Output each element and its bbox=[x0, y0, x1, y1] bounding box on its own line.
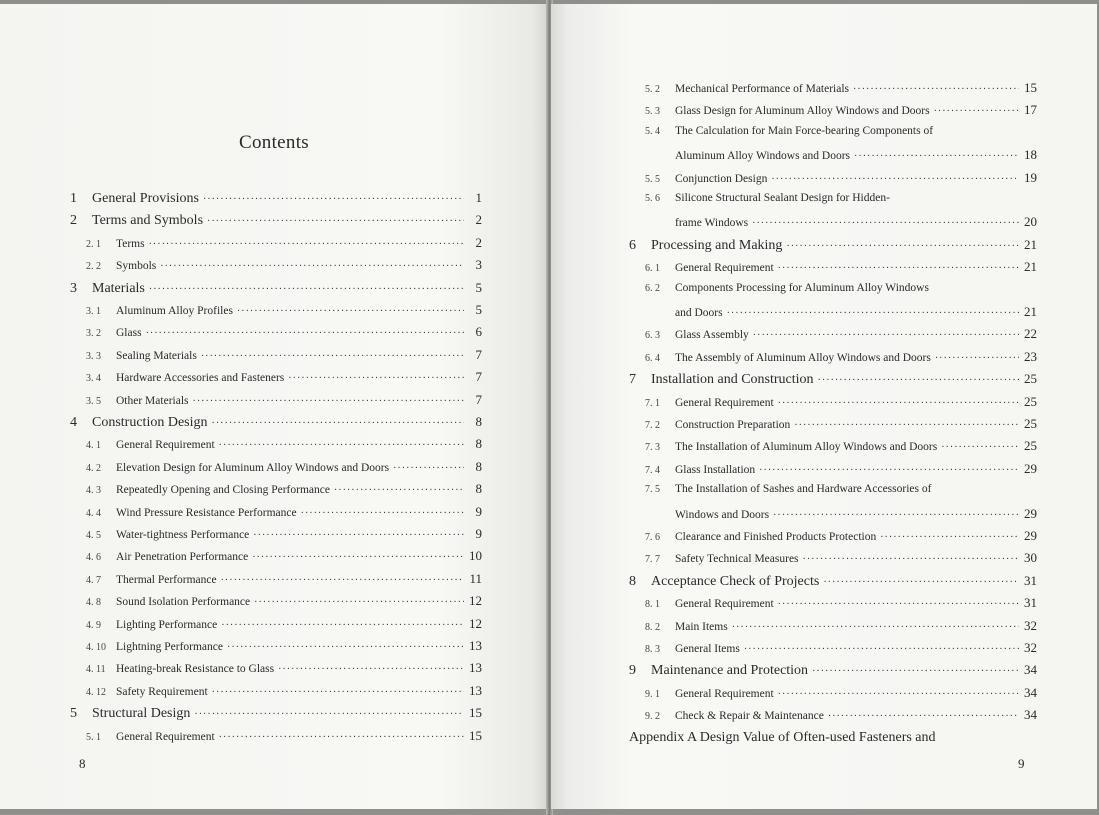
toc-entry-page: 32 bbox=[1024, 617, 1037, 633]
toc-leader-dots bbox=[146, 328, 464, 339]
page-number-left: 8 bbox=[79, 756, 86, 771]
toc-entry-page: 18 bbox=[1024, 147, 1037, 163]
toc-entry-page: 31 bbox=[1024, 595, 1037, 611]
toc-entry-number: 9 bbox=[629, 663, 636, 679]
toc-entry-number: 7. 1 bbox=[645, 397, 660, 409]
toc-entry bbox=[629, 438, 1037, 454]
toc-entry-title: General Requirement bbox=[116, 730, 215, 743]
toc-entry-number: 7. 3 bbox=[645, 442, 660, 454]
toc-entry bbox=[70, 369, 482, 385]
toc-entry-title: Safety Technical Measures bbox=[675, 553, 799, 566]
toc-entry-number: 2. 2 bbox=[86, 261, 101, 273]
toc-entry-title: The Assembly of Aluminum Alloy Windows and Doors bbox=[675, 351, 931, 364]
toc-entry bbox=[70, 212, 482, 229]
right-page bbox=[551, 4, 1097, 809]
toc-entry-title: Water-tightness Performance bbox=[116, 529, 250, 541]
toc-entry-page: 10 bbox=[469, 548, 482, 564]
toc-entry bbox=[70, 504, 482, 520]
toc-entry bbox=[629, 618, 1037, 634]
toc-entry-title: Heating-break Resistance to Glass bbox=[116, 663, 275, 676]
toc-leader-dots bbox=[727, 308, 1019, 319]
toc-entry-page: 25 bbox=[1024, 371, 1037, 387]
toc-entry-page: 32 bbox=[1024, 640, 1037, 655]
toc-leader-dots bbox=[207, 216, 464, 227]
toc-entry-title: frame Windows bbox=[675, 217, 749, 230]
toc-entry bbox=[70, 660, 482, 676]
toc-entry-title: Sealing Materials bbox=[116, 349, 197, 362]
toc-entry-title: General Requirement bbox=[675, 396, 774, 409]
toc-entry-page: 7 bbox=[475, 369, 482, 385]
toc-leader-dots bbox=[254, 597, 464, 608]
toc-entry bbox=[70, 280, 482, 297]
toc-entry bbox=[629, 506, 1037, 522]
toc-entry bbox=[70, 324, 482, 340]
toc-entry-title: Windows and Doors bbox=[675, 508, 770, 521]
toc-entry-number: 7. 5 bbox=[645, 484, 660, 496]
toc-left bbox=[70, 190, 482, 750]
toc-leader-dots bbox=[193, 396, 465, 407]
toc-entry bbox=[629, 573, 1037, 590]
toc-entry bbox=[70, 728, 482, 744]
toc-entry bbox=[629, 461, 1037, 477]
toc-entry-title: Clearance and Finished Products Protection bbox=[675, 531, 877, 543]
toc-entry-page: 29 bbox=[1024, 505, 1037, 521]
toc-entry-page: 30 bbox=[1024, 550, 1037, 566]
toc-entry-title: Glass bbox=[116, 327, 142, 340]
toc-entry-number: 5. 3 bbox=[645, 106, 660, 118]
toc-entry-title: The Installation of Aluminum Alloy Windows and Doors bbox=[675, 441, 938, 454]
toc-entry-page: 25 bbox=[1024, 416, 1037, 431]
toc-entry-number: 5. 4 bbox=[645, 125, 660, 137]
toc-entry-page: 15 bbox=[469, 705, 482, 721]
toc-entry-title: and Doors bbox=[675, 307, 723, 319]
toc-entry-title: Processing and Making bbox=[651, 237, 783, 253]
toc-entry bbox=[629, 237, 1037, 254]
toc-entry-title: General Requirement bbox=[675, 598, 774, 611]
toc-leader-dots bbox=[221, 575, 464, 586]
contents-title: Contents bbox=[239, 132, 309, 153]
toc-entry-title: Structural Design bbox=[92, 706, 191, 722]
toc-leader-dots bbox=[803, 554, 1019, 565]
toc-entry-page: 5 bbox=[475, 302, 482, 317]
toc-entry-page: 22 bbox=[1024, 326, 1037, 342]
toc-entry-number: 4. 7 bbox=[86, 574, 101, 586]
toc-entry-number: 7. 6 bbox=[645, 532, 660, 543]
toc-leader-dots bbox=[212, 418, 465, 429]
toc-leader-dots bbox=[759, 465, 1019, 476]
toc-entry-title: Repeatedly Opening and Closing Performance bbox=[116, 484, 330, 497]
toc-entry-page: 13 bbox=[469, 682, 482, 698]
toc-entry-page: 31 bbox=[1024, 572, 1037, 588]
toc-entry-page: 9 bbox=[475, 503, 482, 519]
toc-entry-number: 3. 3 bbox=[86, 350, 101, 362]
toc-entry-number: 4. 6 bbox=[86, 552, 101, 564]
toc-entry bbox=[629, 371, 1037, 388]
toc-entry bbox=[70, 638, 482, 654]
toc-entry bbox=[629, 416, 1037, 432]
toc-entry bbox=[70, 235, 482, 251]
toc-leader-dots bbox=[253, 530, 464, 541]
page-number-right: 9 bbox=[1018, 756, 1025, 771]
toc-entry-number: 5. 1 bbox=[86, 731, 101, 743]
toc-entry-number: 3. 5 bbox=[86, 395, 101, 407]
toc-entry-number: 9. 2 bbox=[645, 711, 660, 723]
toc-right bbox=[629, 80, 1037, 750]
toc-entry-page: 5 bbox=[475, 279, 482, 295]
toc-entry-number: 8. 1 bbox=[645, 599, 660, 611]
toc-entry-page: 8 bbox=[475, 458, 482, 474]
toc-entry-title: Silicone Structural Sealant Design for Hidden- bbox=[675, 192, 890, 204]
toc-entry-page: 25 bbox=[1024, 393, 1037, 409]
toc-entry-title: Lighting Performance bbox=[116, 618, 218, 631]
toc-entry-page: 34 bbox=[1024, 707, 1037, 723]
toc-entry bbox=[70, 705, 482, 722]
toc-entry-number: 5 bbox=[70, 706, 77, 722]
toc-entry bbox=[629, 214, 1037, 230]
toc-entry bbox=[70, 257, 482, 273]
toc-entry-title: Terms bbox=[116, 237, 145, 250]
toc-entry bbox=[70, 190, 482, 207]
toc-entry-number: 6. 2 bbox=[645, 282, 660, 294]
toc-entry-page: 19 bbox=[1024, 169, 1037, 185]
toc-entry-number: 1 bbox=[70, 191, 77, 206]
toc-entry bbox=[629, 170, 1037, 186]
toc-entry-number: 3. 1 bbox=[86, 306, 101, 317]
toc-leader-dots bbox=[278, 664, 464, 675]
toc-entry-page: 23 bbox=[1024, 348, 1037, 364]
toc-entry-title: Maintenance and Protection bbox=[651, 663, 809, 679]
toc-entry-title: General Provisions bbox=[92, 191, 199, 206]
toc-entry bbox=[629, 326, 1037, 342]
toc-entry-number: 7. 7 bbox=[645, 554, 660, 566]
toc-leader-dots bbox=[941, 442, 1019, 453]
toc-entry-page: 13 bbox=[469, 638, 482, 653]
toc-entry-number: 4. 4 bbox=[86, 507, 101, 519]
toc-entry bbox=[629, 304, 1037, 320]
toc-entry-number: 6. 1 bbox=[645, 263, 660, 275]
toc-entry-number: 4. 10 bbox=[86, 642, 106, 653]
toc-entry-title: Elevation Design for Aluminum Alloy Windows and Doors bbox=[116, 461, 390, 474]
toc-entry-title: Glass Design for Aluminum Alloy Windows and Doors bbox=[675, 105, 930, 118]
toc-entry bbox=[70, 526, 482, 542]
toc-entry-title: Mechanical Performance of Materials bbox=[675, 83, 850, 95]
toc-leader-dots bbox=[149, 284, 464, 295]
toc-entry bbox=[70, 436, 482, 452]
toc-entry-title: Acceptance Check of Projects bbox=[651, 573, 820, 589]
toc-entry-number: 4 bbox=[70, 415, 77, 430]
toc-entry bbox=[629, 259, 1037, 275]
toc-entry-title: Main Items bbox=[675, 620, 728, 633]
toc-leader-dots bbox=[219, 732, 464, 743]
toc-leader-dots bbox=[935, 353, 1019, 364]
toc-leader-dots bbox=[818, 375, 1019, 386]
toc-leader-dots bbox=[778, 689, 1019, 700]
toc-entry-title: Air Penetration Performance bbox=[116, 551, 249, 564]
toc-entry-page: 2 bbox=[475, 234, 482, 250]
toc-entry-page: 8 bbox=[475, 436, 482, 452]
toc-entry-title: Symbols bbox=[116, 260, 157, 273]
toc-leader-dots bbox=[753, 330, 1019, 341]
toc-leader-dots bbox=[752, 218, 1019, 229]
toc-entry-page: 25 bbox=[1024, 438, 1037, 454]
toc-entry-number: 8 bbox=[629, 573, 636, 589]
toc-entry bbox=[70, 392, 482, 408]
toc-entry bbox=[70, 548, 482, 564]
toc-entry-title: Conjunction Design bbox=[675, 172, 768, 185]
toc-leader-dots bbox=[823, 577, 1019, 588]
toc-leader-dots bbox=[786, 241, 1019, 252]
toc-entry-number: 8. 3 bbox=[645, 644, 660, 655]
toc-entry-page: 21 bbox=[1024, 236, 1037, 252]
toc-entry-number: 6. 3 bbox=[645, 330, 660, 342]
toc-entry bbox=[629, 80, 1037, 96]
toc-entry bbox=[629, 640, 1037, 656]
toc-leader-dots bbox=[393, 463, 464, 474]
toc-entry-page: 15 bbox=[1024, 80, 1037, 95]
toc-entry-number: 3. 4 bbox=[86, 373, 101, 385]
toc-entry-title: Safety Requirement bbox=[116, 685, 208, 698]
toc-entry bbox=[70, 347, 482, 363]
toc-entry-title: General Items bbox=[675, 643, 740, 655]
toc-leader-dots bbox=[773, 510, 1019, 521]
toc-entry-page: 29 bbox=[1024, 460, 1037, 476]
toc-leader-dots bbox=[203, 194, 464, 205]
toc-entry-page: 6 bbox=[475, 324, 482, 340]
toc-leader-dots bbox=[854, 151, 1019, 162]
toc-entry-page: 21 bbox=[1024, 304, 1037, 319]
toc-entry-page: 7 bbox=[475, 391, 482, 407]
toc-entry-number: 5. 2 bbox=[645, 84, 660, 95]
toc-entry-title: Aluminum Alloy Profiles bbox=[116, 305, 233, 317]
toc-entry-number: 7 bbox=[629, 372, 636, 388]
toc-leader-dots bbox=[778, 599, 1019, 610]
toc-entry-number: 4. 8 bbox=[86, 597, 101, 609]
toc-entry-page: 21 bbox=[1024, 259, 1037, 275]
toc-entry-page: 34 bbox=[1024, 684, 1037, 700]
toc-leader-dots bbox=[732, 622, 1019, 633]
toc-entry-number: 3 bbox=[70, 280, 77, 296]
toc-entry-number: 3. 2 bbox=[86, 328, 101, 340]
toc-entry-title: General Requirement bbox=[675, 262, 774, 275]
toc-entry bbox=[629, 662, 1037, 679]
toc-leader-dots bbox=[794, 420, 1019, 431]
toc-entry bbox=[629, 685, 1037, 701]
toc-entry-page: 34 bbox=[1024, 662, 1037, 678]
toc-entry bbox=[70, 481, 482, 497]
toc-entry-number: 9. 1 bbox=[645, 688, 660, 700]
toc-leader-dots bbox=[778, 398, 1019, 409]
toc-entry-title: General Requirement bbox=[675, 687, 774, 700]
toc-entry-title: Sound Isolation Performance bbox=[116, 596, 251, 609]
toc-entry-title: Construction Design bbox=[92, 415, 208, 430]
toc-entry-page: 8 bbox=[475, 414, 482, 429]
toc-entry bbox=[629, 147, 1037, 163]
toc-leader-dots bbox=[334, 485, 464, 496]
toc-entry-number: 5. 6 bbox=[645, 193, 660, 204]
toc-entry-page: 11 bbox=[469, 570, 482, 586]
toc-entry bbox=[629, 483, 1037, 495]
toc-entry-number: 4. 2 bbox=[86, 462, 101, 474]
toc-entry bbox=[629, 125, 1037, 137]
toc-entry-number: 6. 4 bbox=[645, 352, 660, 364]
toc-entry-number: 7. 2 bbox=[645, 420, 660, 431]
left-page bbox=[0, 4, 548, 809]
toc-leader-dots bbox=[828, 711, 1019, 722]
toc-entry-number: 4. 1 bbox=[86, 440, 101, 452]
toc-leader-dots bbox=[744, 644, 1019, 655]
toc-entry-title: The Installation of Sashes and Hardware Accessories of bbox=[675, 483, 932, 496]
toc-entry-page: 2 bbox=[475, 212, 482, 228]
toc-leader-dots bbox=[288, 373, 464, 384]
toc-entry-number: 4. 12 bbox=[86, 686, 106, 698]
toc-entry-title: Glass Assembly bbox=[675, 329, 749, 342]
toc-entry-number: 6 bbox=[629, 237, 636, 253]
toc-entry-title: Lightning Performance bbox=[116, 641, 223, 653]
toc-entry bbox=[70, 414, 482, 431]
toc-leader-dots bbox=[301, 508, 464, 519]
toc-entry-number: 4. 11 bbox=[86, 664, 106, 676]
toc-entry-number: 4. 3 bbox=[86, 485, 101, 497]
toc-entry-title: Construction Preparation bbox=[675, 419, 791, 431]
toc-entry bbox=[70, 571, 482, 587]
toc-entry-number: 5. 5 bbox=[645, 173, 660, 185]
toc-entry-title: Installation and Construction bbox=[651, 372, 814, 388]
toc-entry bbox=[629, 349, 1037, 365]
toc-leader-dots bbox=[219, 440, 464, 451]
toc-leader-dots bbox=[221, 620, 464, 631]
toc-entry-page: 3 bbox=[475, 257, 482, 273]
toc-entry-title: Glass Installation bbox=[675, 463, 756, 476]
toc-entry bbox=[70, 683, 482, 699]
toc-leader-dots bbox=[194, 709, 464, 720]
toc-entry-number: 2 bbox=[70, 213, 77, 229]
toc-entry bbox=[629, 730, 1037, 746]
toc-entry-page: 1 bbox=[475, 190, 482, 205]
toc-entry bbox=[629, 192, 1037, 204]
toc-leader-dots bbox=[778, 263, 1019, 274]
toc-entry bbox=[70, 459, 482, 475]
toc-entry-title: Check & Repair & Maintenance bbox=[675, 710, 824, 723]
toc-leader-dots bbox=[934, 106, 1019, 117]
toc-entry bbox=[629, 707, 1037, 723]
toc-entry-title: Components Processing for Aluminum Alloy Windows bbox=[675, 281, 929, 294]
toc-entry-title: Thermal Performance bbox=[116, 573, 217, 586]
toc-leader-dots bbox=[212, 687, 464, 698]
toc-entry-title: Other Materials bbox=[116, 394, 189, 407]
toc-entry-page: 15 bbox=[469, 727, 482, 743]
toc-entry-page: 17 bbox=[1024, 102, 1037, 118]
toc-leader-dots bbox=[227, 642, 464, 653]
toc-entry-title: General Requirement bbox=[116, 439, 215, 452]
toc-entry bbox=[629, 550, 1037, 566]
toc-entry-title: Hardware Accessories and Fasteners bbox=[116, 372, 285, 385]
toc-entry bbox=[629, 102, 1037, 118]
toc-entry bbox=[70, 593, 482, 609]
toc-entry bbox=[629, 528, 1037, 544]
toc-entry-number: 7. 4 bbox=[645, 464, 660, 476]
toc-leader-dots bbox=[149, 239, 464, 250]
toc-leader-dots bbox=[237, 306, 464, 317]
toc-entry-number: 8. 2 bbox=[645, 621, 660, 633]
toc-entry-number: 4. 5 bbox=[86, 530, 101, 541]
toc-entry-number: 2. 1 bbox=[86, 238, 101, 250]
toc-entry-title: Aluminum Alloy Windows and Doors bbox=[675, 150, 851, 163]
toc-entry-page: 12 bbox=[469, 615, 482, 631]
toc-entry-page: 8 bbox=[475, 481, 482, 497]
toc-entry bbox=[629, 595, 1037, 611]
toc-leader-dots bbox=[252, 552, 464, 563]
toc-leader-dots bbox=[771, 174, 1019, 185]
toc-entry bbox=[70, 616, 482, 632]
toc-leader-dots bbox=[880, 532, 1019, 543]
toc-entry-page: 13 bbox=[469, 660, 482, 676]
toc-entry-page: 20 bbox=[1024, 214, 1037, 230]
toc-entry-title: Terms and Symbols bbox=[92, 213, 204, 229]
toc-entry-page: 29 bbox=[1024, 528, 1037, 543]
toc-entry-page: 12 bbox=[469, 593, 482, 609]
toc-entry-title: Materials bbox=[92, 280, 145, 296]
toc-entry-page: 7 bbox=[475, 346, 482, 362]
toc-entry-number: 4. 9 bbox=[86, 619, 101, 631]
toc-entry-title: Wind Pressure Resistance Performance bbox=[116, 506, 297, 519]
toc-entry bbox=[70, 302, 482, 318]
toc-leader-dots bbox=[201, 351, 464, 362]
toc-entry-page: 9 bbox=[475, 526, 482, 541]
toc-leader-dots bbox=[812, 666, 1019, 677]
toc-entry-title: The Calculation for Main Force-bearing Components of bbox=[675, 124, 934, 137]
toc-entry bbox=[629, 394, 1037, 410]
toc-leader-dots bbox=[853, 84, 1019, 95]
toc-entry-title: Appendix A Design Value of Often-used Fasteners and bbox=[629, 729, 936, 745]
toc-entry bbox=[629, 282, 1037, 294]
toc-leader-dots bbox=[160, 261, 464, 272]
